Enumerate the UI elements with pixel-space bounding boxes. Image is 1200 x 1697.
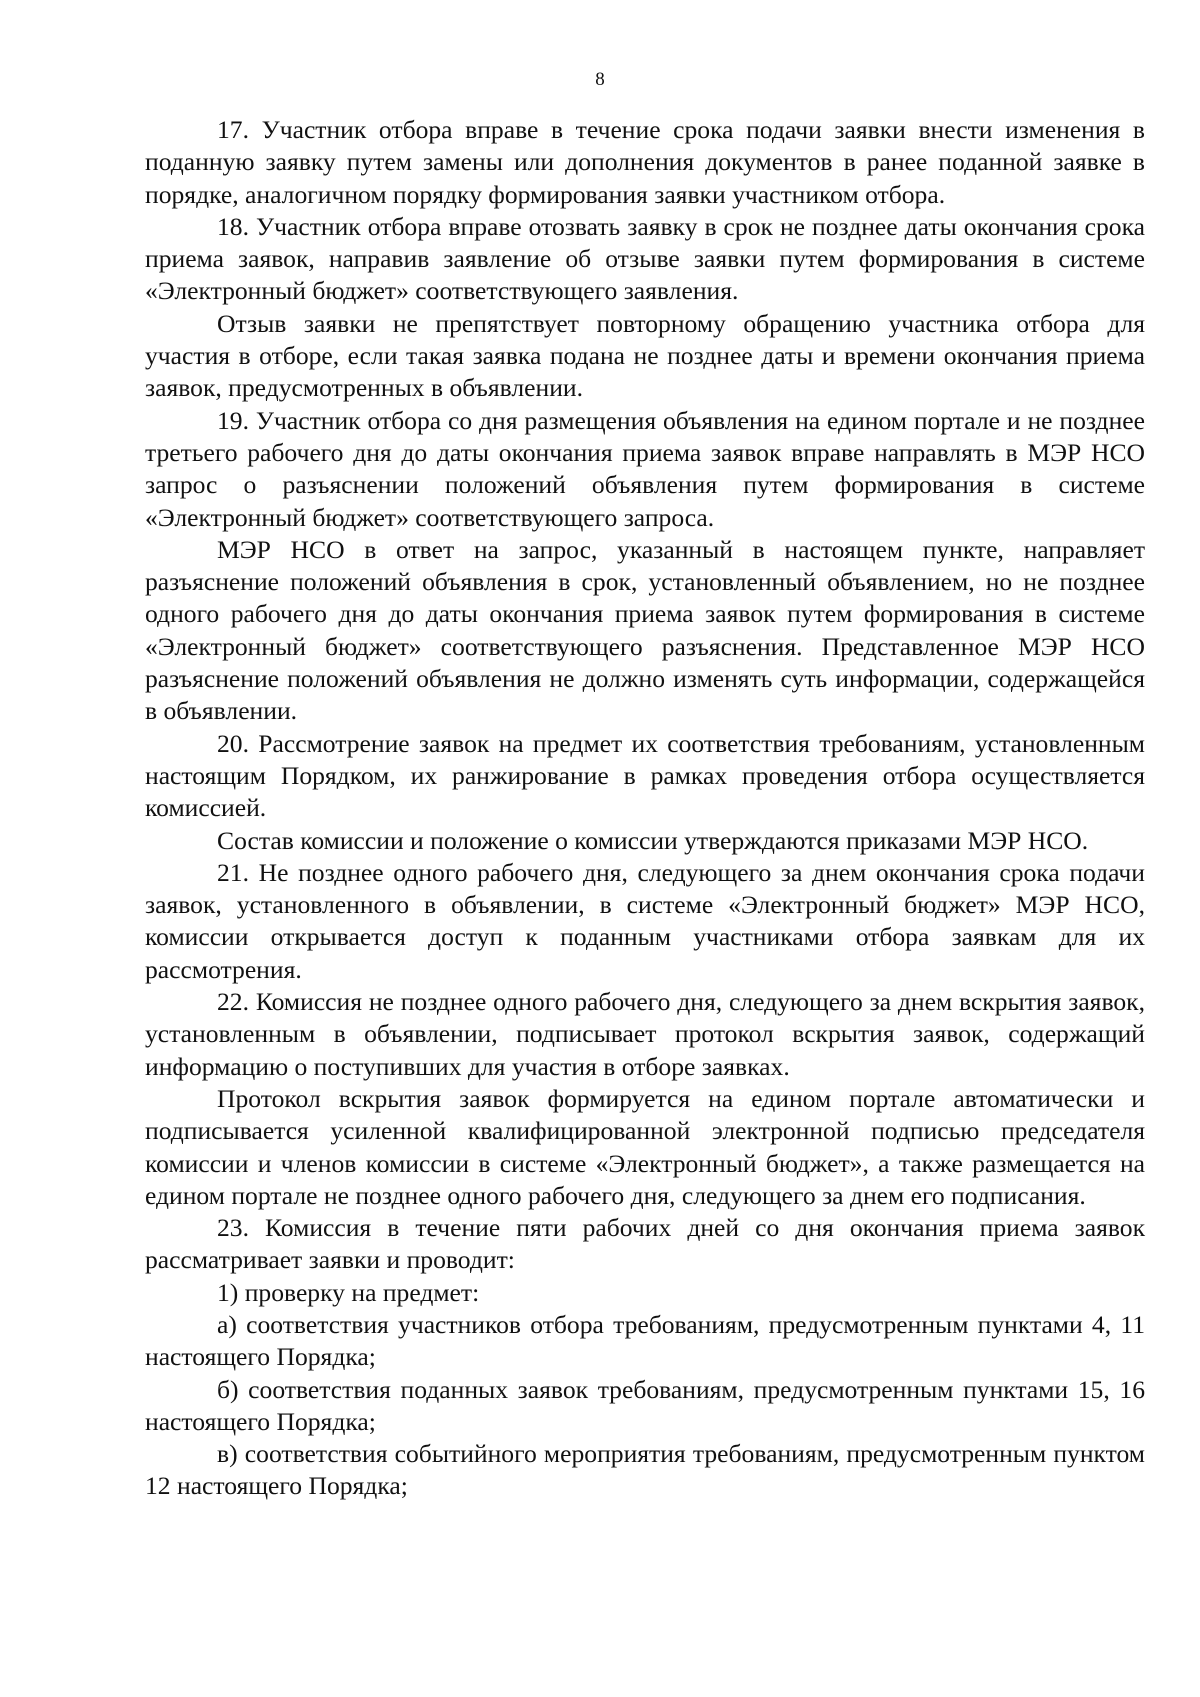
paragraph-21: 21. Не позднее одного рабочего дня, следующего за днем окончания срока подачи заявок, установленного в объявлении, в системе «Электронный бюджет» МЭР НСО, комиссии открывается доступ к поданным участниками отбора заявкам для их рассмотрения.	[145, 857, 1145, 984]
document-body	[145, 114, 1145, 1503]
paragraph-22-protocol: Протокол вскрытия заявок формируется на едином портале автоматически и подписывается усиленной квалифицированной электронной подписью председателя комиссии и членов комиссии в системе «Электронный бюджет», а также размещается на едином портале не позднее одного рабочего дня, следующего за днем его подписания.	[145, 1083, 1145, 1210]
list-item-a: а) соответствия участников отбора требованиям, предусмотренным пунктами 4, 11 настоящего Порядка;	[145, 1309, 1145, 1372]
paragraph-17: 17. Участник отбора вправе в течение срока подачи заявки внести изменения в поданную заявку путем замены или дополнения документов в ранее поданной заявке в порядке, аналогичном порядку формирования заявки участником отбора.	[145, 115, 1145, 209]
paragraph-19: 19. Участник отбора со дня размещения объявления на едином портале и не позднее третьего рабочего дня до даты окончания приема заявок вправе направлять в МЭР НСО запрос о разъяснении положений объявления путем формирования в системе «Электронный бюджет» соответствующего запроса.	[145, 405, 1145, 532]
paragraph-20: 20. Рассмотрение заявок на предмет их соответствия требованиям, установленным настоящим Порядком, их ранжирование в рамках проведения отбора осуществляется комиссией.	[145, 728, 1145, 823]
paragraph-23: 23. Комиссия в течение пяти рабочих дней со дня окончания приема заявок рассматривает заявки и проводит:	[145, 1213, 1145, 1275]
page-number: 8	[595, 69, 605, 90]
paragraph-18: 18. Участник отбора вправе отозвать заявку в срок не позднее даты окончания срока приема заявок, направив заявление об отзыве заявки путем формирования в системе «Электронный бюджет» соответствующего заявления.	[145, 211, 1145, 306]
paragraph-19-response: МЭР НСО в ответ на запрос, указанный в настоящем пункте, направляет разъяснение положений объявления в срок, установленный объявлением, но не позднее одного рабочего дня до даты окончания приема заявок путем формирования в системе «Электронный бюджет» соответствующего разъяснения. Представленное МЭР НСО разъяснение положений объявления не должно изменять суть информации, содержащейся в объявлении.	[145, 534, 1145, 726]
paragraph-18-withdrawal: Отзыв заявки не препятствует повторному обращению участника отбора для участия в отборе, если такая заявка подана не позднее даты и времени окончания приема заявок, предусмотренных в объявлении.	[145, 308, 1145, 403]
list-item-b: б) соответствия поданных заявок требованиям, предусмотренным пунктами 15, 16 настоящего Порядка;	[145, 1374, 1145, 1436]
paragraph-20-commission: Состав комиссии и положение о комиссии утверждаются приказами МЭР НСО.	[217, 825, 1089, 855]
list-item-v: в) соответствия событийного мероприятия требованиям, предусмотренным пунктом 12 настоящего Порядка;	[145, 1439, 1145, 1501]
paragraph-22: 22. Комиссия не позднее одного рабочего дня, следующего за днем вскрытия заявок, установленным в объявлении, подписывает протокол вскрытия заявок, содержащий информацию о поступивших для участия в отборе заявках.	[145, 987, 1145, 1081]
list-item-1: 1) проверку на предмет:	[217, 1277, 480, 1307]
